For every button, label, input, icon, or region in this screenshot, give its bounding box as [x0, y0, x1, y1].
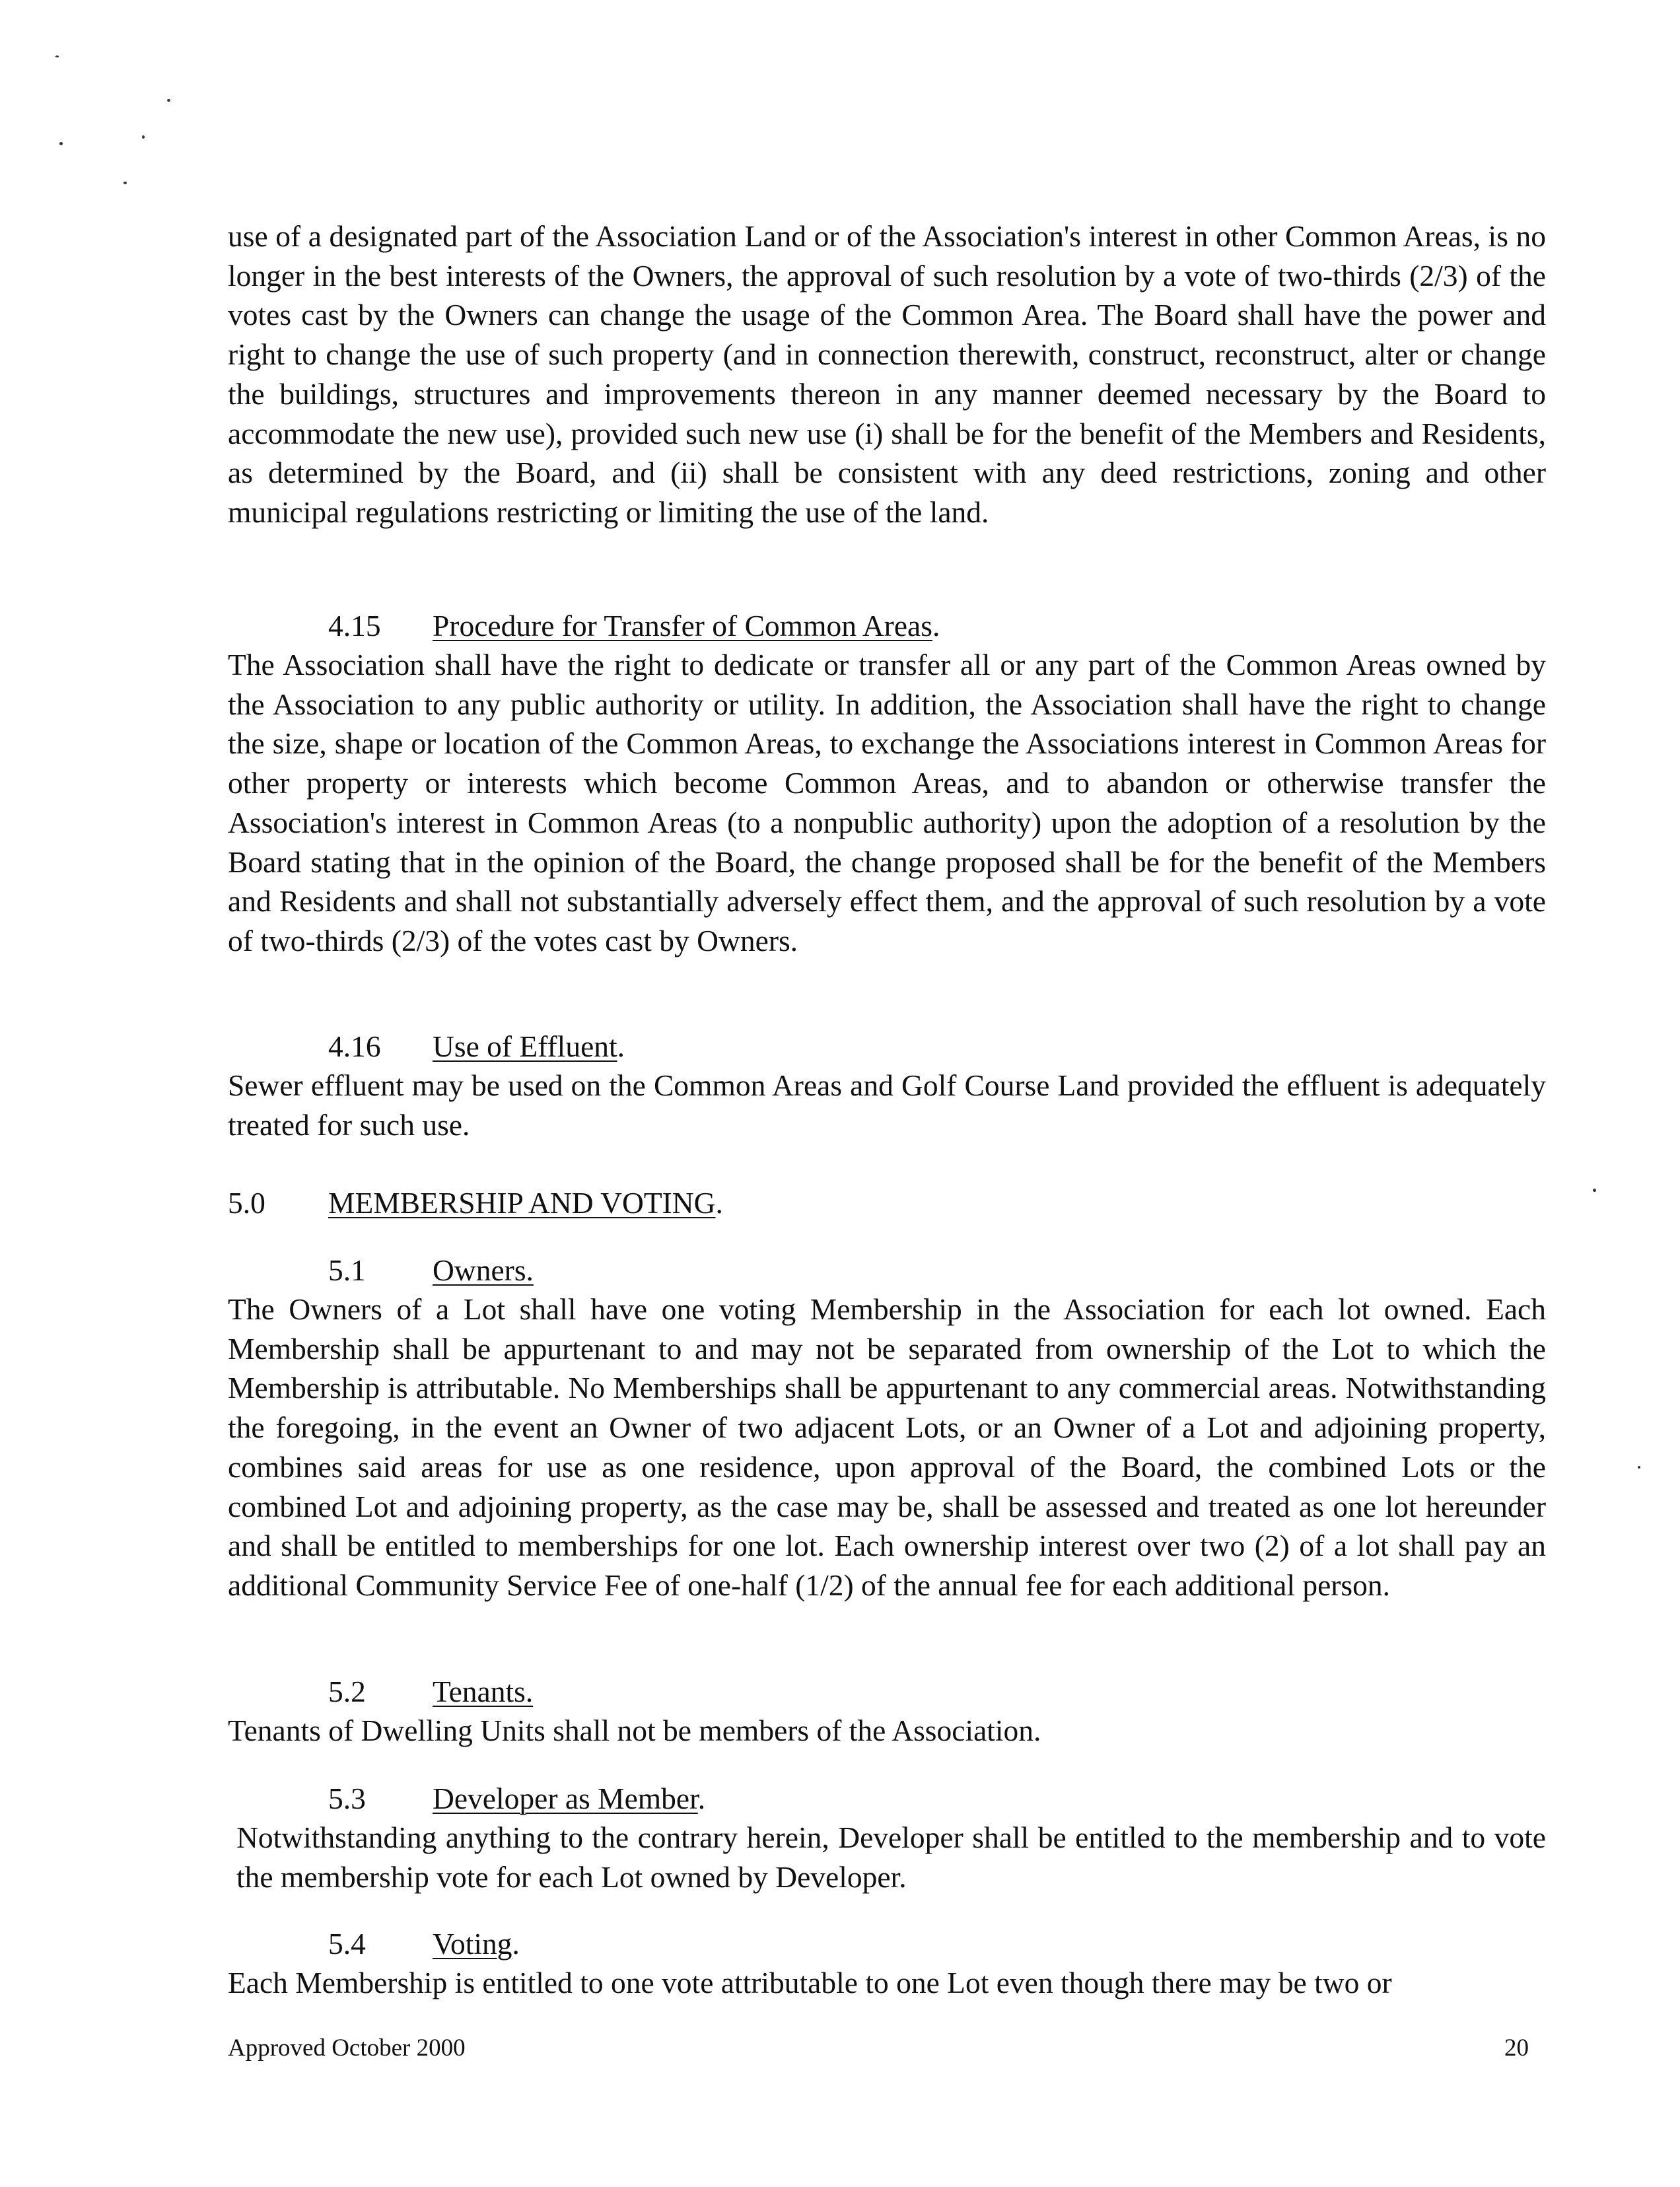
paragraph-common-area-use: use of a designated part of the Association Land or of the Association's interest in other Common Areas, is no longer in the best interests of the Owners, the approval of such resolution by a vote of two-thirds (2/3) of the votes cast by the Owners can change the usage of the Common Area. The Board shall have the power and right to change the use of such property (and in connection therewith, construct, reconstruct, alter or change the buildings, structures and improvements thereon in any manner deemed necessary by the Board to accommodate the new use), provided such new use (i) shall be for the benefit of the Members and Residents, as determined by the Board, and (ii) shall be consistent with any deed restrictions, zoning and other municipal regulations restricting or limiting the use of the land.: [228, 219, 1546, 529]
section-title-period: .: [715, 1186, 723, 1220]
scan-speck: [167, 99, 170, 102]
section-title: Tenants.: [433, 1675, 534, 1708]
section-title-period: .: [932, 609, 940, 642]
section-title-period: .: [617, 1029, 625, 1063]
section-title: MEMBERSHIP AND VOTING: [328, 1186, 716, 1220]
section-number: 4.15: [328, 609, 381, 642]
section-title-wrap: [433, 606, 940, 646]
section-number: 5.4: [328, 1927, 366, 1961]
paragraph-owners: The Owners of a Lot shall have one voting Membership in the Association for each lot owned. Each Membership shall be appurtenant to and may not be separated from ownership of the Lot to which the Membership is attributable. No Memberships shall be appurtenant to any commercial areas. Notwithstanding the foregoing, in the event an Owner of two adjacent Lots, or an Owner of a Lot and adjoining property, combines said areas for use as one residence, upon approval of the Board, the combined Lots or the combined Lot and adjoining property, as the case may be, shall be assessed and treated as one lot hereunder and shall be entitled to memberships for one lot. Each ownership interest over two (2) of a lot shall pay an additional Community Service Fee of one-half (1/2) of the annual fee for each additional person.: [228, 1292, 1546, 1602]
scan-speck: [123, 182, 127, 184]
paragraph-developer-as-member: Notwithstanding anything to the contrary herein, Developer shall be entitled to the membership and to vote the membership vote for each Lot owned by Developer.: [236, 1821, 1546, 1894]
scan-speck: [1638, 1466, 1640, 1469]
section-title: Procedure for Transfer of Common Areas: [433, 609, 932, 642]
footer-page-number: 20: [1504, 2034, 1529, 2062]
section-title-wrap: [328, 1183, 723, 1223]
section-title-period: .: [697, 1782, 706, 1815]
paragraph-use-of-effluent: Sewer effluent may be used on the Common Areas and Golf Course Land provided the effluent is adequately treated for such use.: [228, 1068, 1546, 1142]
section-number: 5.0: [228, 1186, 265, 1220]
scan-speck: [142, 135, 145, 139]
section-number: 4.16: [328, 1029, 381, 1063]
section-number: 5.1: [328, 1253, 366, 1287]
scan-speck: [59, 142, 63, 145]
paragraph-transfer-common-areas: The Association shall have the right to dedicate or transfer all or any part of the Common Areas owned by the Association to any public authority or utility. In addition, the Association shall have the right to change the size, shape or location of the Common Areas, to exchange the Associations interest in Common Areas for other property or interests which become Common Areas, and to abandon or otherwise transfer the Association's interest in Common Areas (to a nonpublic authority) upon the adoption of a resolution by the Board stating that in the opinion of the Board, the change proposed shall be for the benefit of the Members and Residents and shall not substantially adversely effect them, and the approval of such resolution by a vote of two-thirds (2/3) of the votes cast by Owners.: [228, 648, 1546, 957]
footer-approval-date: Approved October 2000: [228, 2034, 466, 2062]
paragraph-tenants: Tenants of Dwelling Units shall not be members of the Association.: [228, 1714, 1041, 1747]
paragraph-voting: Each Membership is entitled to one vote attributable to one Lot even though there may be two or: [228, 1966, 1392, 1999]
section-title-wrap: [433, 1027, 625, 1066]
section-title: Owners.: [433, 1253, 534, 1287]
section-title-period: .: [512, 1927, 520, 1961]
section-title-wrap: [433, 1779, 705, 1819]
section-title-wrap: [433, 1924, 520, 1964]
section-number: 5.2: [328, 1675, 366, 1708]
section-number: 5.3: [328, 1782, 366, 1815]
section-title: Voting: [433, 1927, 512, 1961]
scan-speck: [55, 55, 59, 57]
section-title: Developer as Member: [433, 1782, 698, 1815]
scan-speck: [1593, 1189, 1596, 1192]
section-title: Use of Effluent: [433, 1029, 617, 1063]
